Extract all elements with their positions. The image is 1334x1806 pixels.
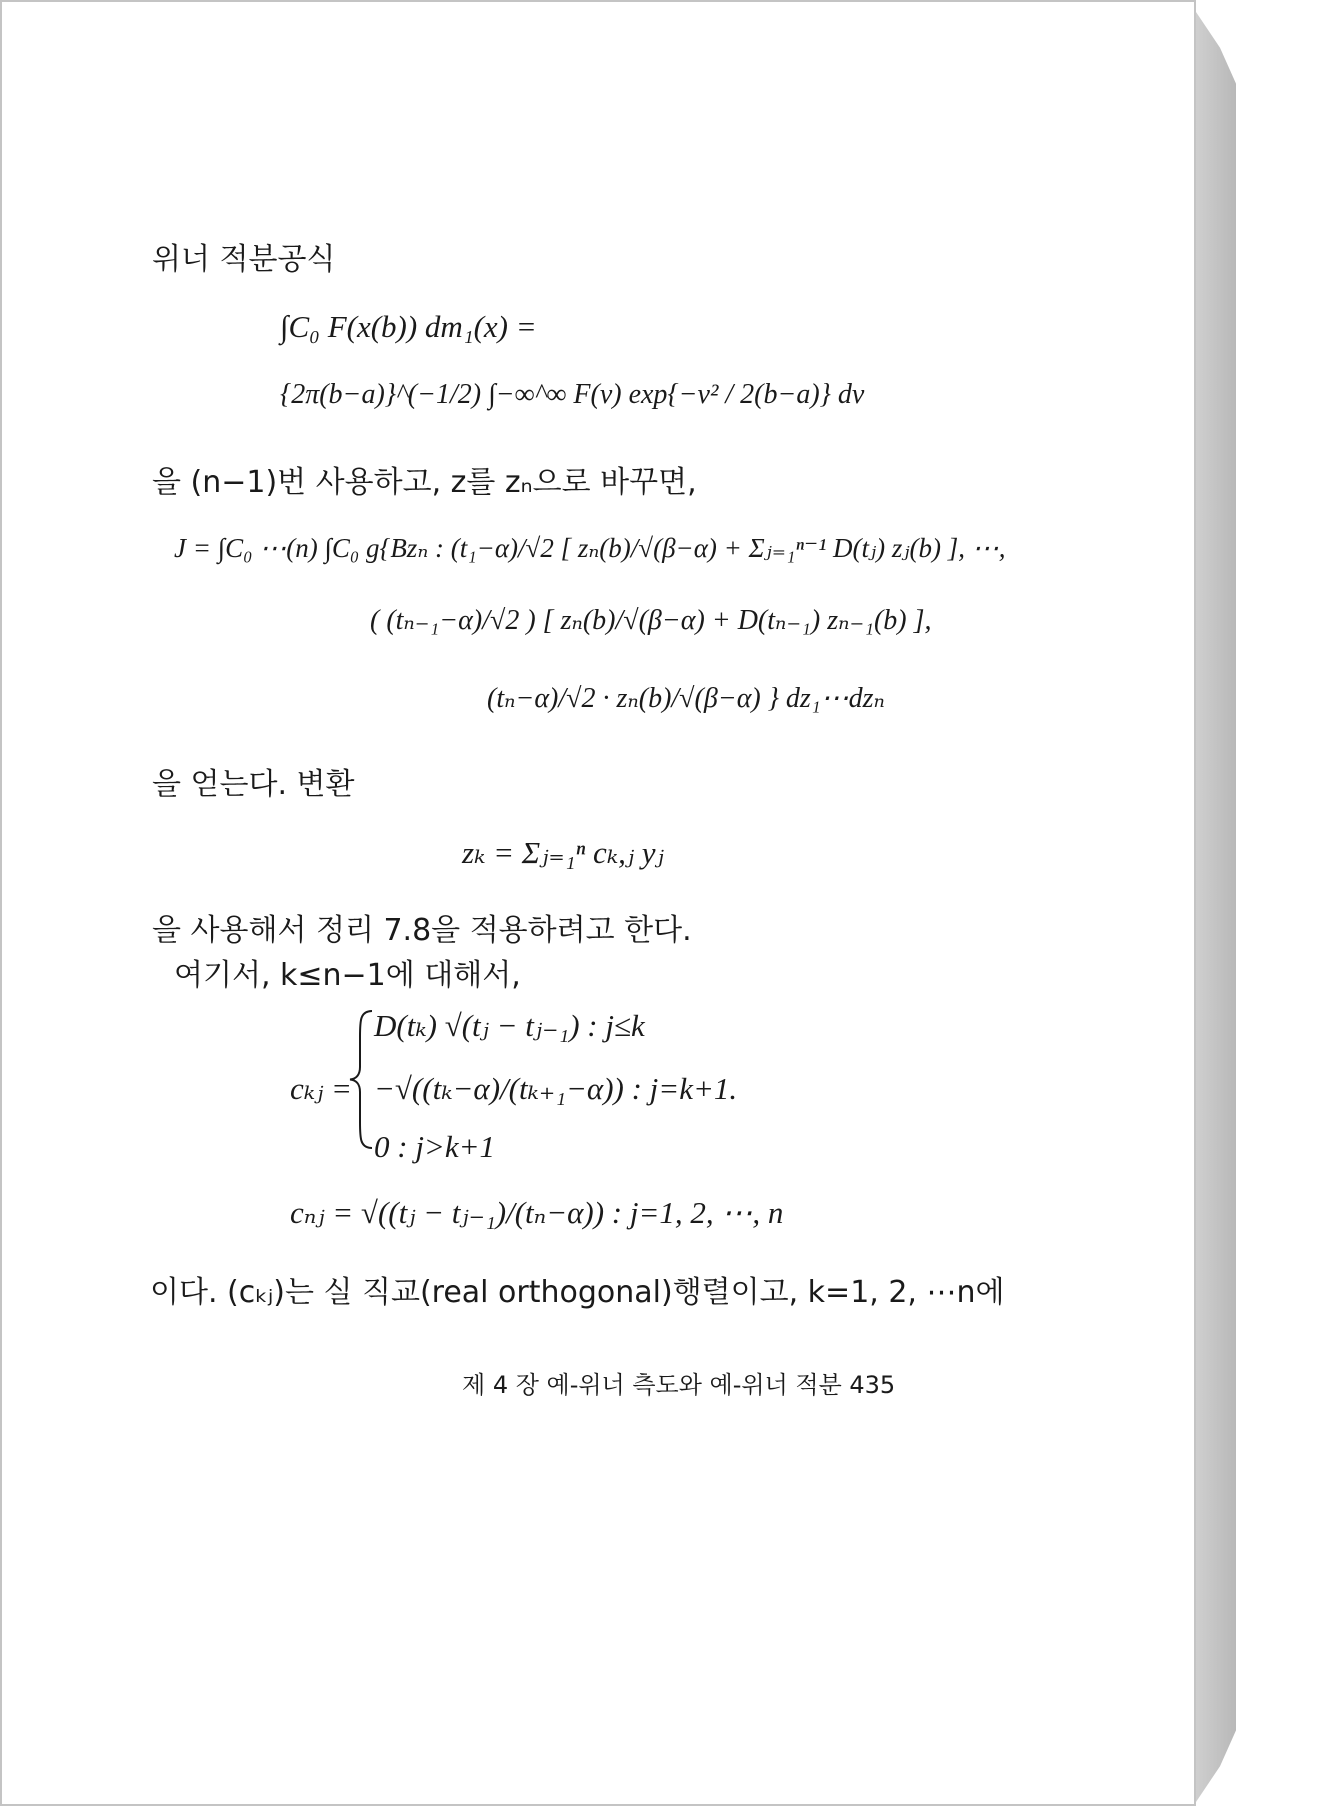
ckj-lhs: cₖⱼ =	[290, 1071, 352, 1106]
ckj-case-1: D(tₖ) √(tⱼ − tⱼ₋₁) : j≤k	[374, 1008, 645, 1043]
ckj-case-2: −√((tₖ−α)/(tₖ₊₁−α)) : j=k+1.	[374, 1071, 738, 1106]
equation-J-line2: ( (tₙ₋₁−α)/√2 ) [ zₙ(b)/√(β−α) + D(tₙ₋₁) zₙ₋₁(b) ],	[370, 605, 932, 636]
page-edge-shadow	[1196, 12, 1236, 1802]
text-obtain: 을 얻는다. 변환	[152, 767, 355, 802]
text-substitute: 을 (n−1)번 사용하고, z를 zₙ으로 바꾸면,	[152, 465, 697, 500]
equation-transform: zₖ = Σⱼ₌₁ⁿ cₖ,ⱼ yⱼ	[462, 835, 664, 870]
equation-J-line3: (tₙ−α)/√2 · zₙ(b)/√(β−α) } dz₁⋯dzₙ	[487, 683, 885, 714]
equation-J-line1: J = ∫C₀ ⋯(n) ∫C₀ g{Bzₙ : (t₁−α)/√2 [ zₙ(b)/√(β−α) + Σⱼ₌₁ⁿ⁻¹ D(tⱼ) zⱼ(b) ], ⋯,	[174, 533, 1006, 563]
ckj-case-3: 0 : j>k+1	[374, 1129, 496, 1164]
running-head-page-number: 제 4 장 예-위너 측도와 예-위너 적분 435	[462, 1371, 896, 1399]
heading-wiener-formula: 위너 적분공식	[152, 242, 336, 277]
text-here: 여기서, k≤n−1에 대해서,	[174, 958, 521, 993]
text-final: 이다. (cₖⱼ)는 실 직교(real orthogonal)행렬이고, k=1, 2, ⋯n에	[150, 1275, 1005, 1310]
equation-wiener-line2: {2π(b−a)}^(−1/2) ∫−∞^∞ F(v) exp{−v² / 2(b−a)} dv	[280, 379, 865, 410]
equation-wiener-line1: ∫C₀ F(x(b)) dm₁(x) =	[280, 309, 537, 344]
cases-brace	[348, 1007, 376, 1152]
text-apply-theorem: 을 사용해서 정리 7.8을 적용하려고 한다.	[152, 913, 692, 948]
cnj-equation: cₙⱼ = √((tⱼ − tⱼ₋₁)/(tₙ−α)) : j=1, 2, ⋯, n	[290, 1195, 784, 1230]
